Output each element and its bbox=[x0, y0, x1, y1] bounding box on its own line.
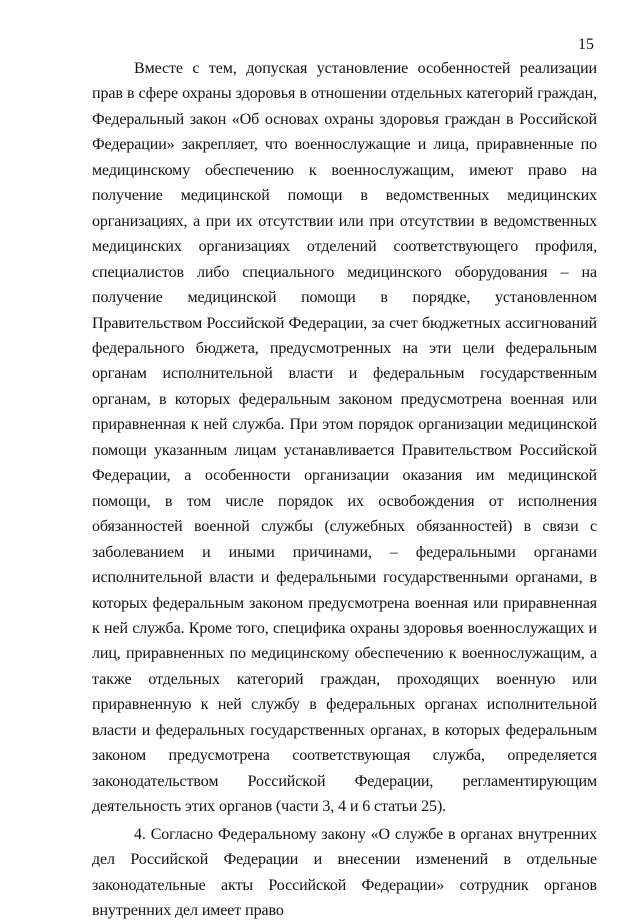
document-body bbox=[92, 56, 597, 923]
paragraph-1: Вместе с тем, допуская установление особенностей реализации прав в сфере охраны здоровья в отношении отдельных категорий граждан, Федеральный закон «Об основах охраны здоровья граждан в Российской Федерации» закрепляет, что военнослужащие и лица, приравненные по медицинскому обеспечению к военнослужащим, имеют право на получение медицинской помощи в ведомственных медицинских организациях, а при их отсутствии или при отсутствии в ведомственных медицинских организациях отделений соответствующего профиля, специалистов либо специального медицинского оборудования – на получение медицинской помощи в порядке, установленном Правительством Российской Федерации, за счет бюджетных ассигнований федерального бюджета, предусмотренных на эти цели федеральным органам исполнительной власти и федеральным государственным органам, в которых федеральным законом предусмотрена военная или приравненная к ней служба. При этом порядок организации медицинской помощи указанным лицам устанавливается Правительством Российской Федерации, а особенности организации оказания им медицинской помощи, в том числе порядок их освобождения от исполнения обязанностей военной службы (служебных обязанностей) в связи с заболеванием и иными причинами, – федеральными органами исполнительной власти и федеральными государственными органами, в которых федеральным законом предусмотрена военная или приравненная к ней служба. Кроме того, специфика охраны здоровья военнослужащих и лиц, приравненных по медицинскому обеспечению к военнослужащим, а также отдельных категорий граждан, проходящих военную или приравненную к ней службу в федеральных органах исполнительной власти и федеральных государственных органах, в которых федеральным законом предусмотрена соответствующая служба, определяется законодательством Российской Федерации, регламентирующим деятельность этих органов (части 3, 4 и 6 статьи 25). bbox=[92, 60, 597, 816]
page-number: 15 bbox=[578, 36, 594, 53]
paragraph-2: 4. Согласно Федеральному закону «О службе в органах внутренних дел Российской Федерации и внесении изменений в отдельные законодательные акты Российской Федерации» сотрудник органов внутренних дел имеет право bbox=[92, 825, 597, 919]
